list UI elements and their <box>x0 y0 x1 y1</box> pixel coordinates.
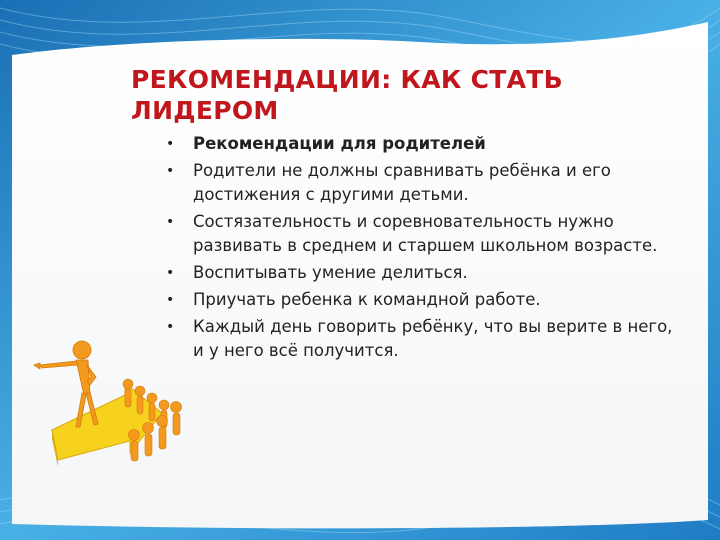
bullet-icon: • <box>166 136 175 152</box>
list-item-text: Состязательность и соревновательность нужно развивать в среднем и старшем школьном возрасте. <box>193 212 658 255</box>
bullet-icon: • <box>166 163 175 179</box>
slide-title: РЕКОМЕНДАЦИИ: КАК СТАТЬ ЛИДЕРОМ <box>131 65 563 125</box>
list-item <box>166 210 686 258</box>
bullet-icon: • <box>166 319 175 335</box>
list-item <box>166 132 686 156</box>
bullet-list <box>166 132 686 366</box>
list-item-text: Рекомендации для родителей <box>193 134 486 153</box>
bullet-icon: • <box>166 292 175 308</box>
list-item <box>166 288 686 312</box>
bullet-icon: • <box>166 265 175 281</box>
list-item <box>166 315 686 363</box>
list-item-text: Приучать ребенка к командной работе. <box>193 290 541 309</box>
list-item-text: Каждый день говорить ребёнку, что вы верите в него, и у него всё получится. <box>193 317 673 360</box>
list-item <box>166 159 686 207</box>
list-item-text: Родители не должны сравнивать ребёнка и его достижения с другими детьми. <box>193 161 611 204</box>
list-item <box>166 261 686 285</box>
leader-pointing-figure-icon <box>30 335 200 465</box>
bullet-icon: • <box>166 214 175 230</box>
list-item-text: Воспитывать умение делиться. <box>193 263 468 282</box>
